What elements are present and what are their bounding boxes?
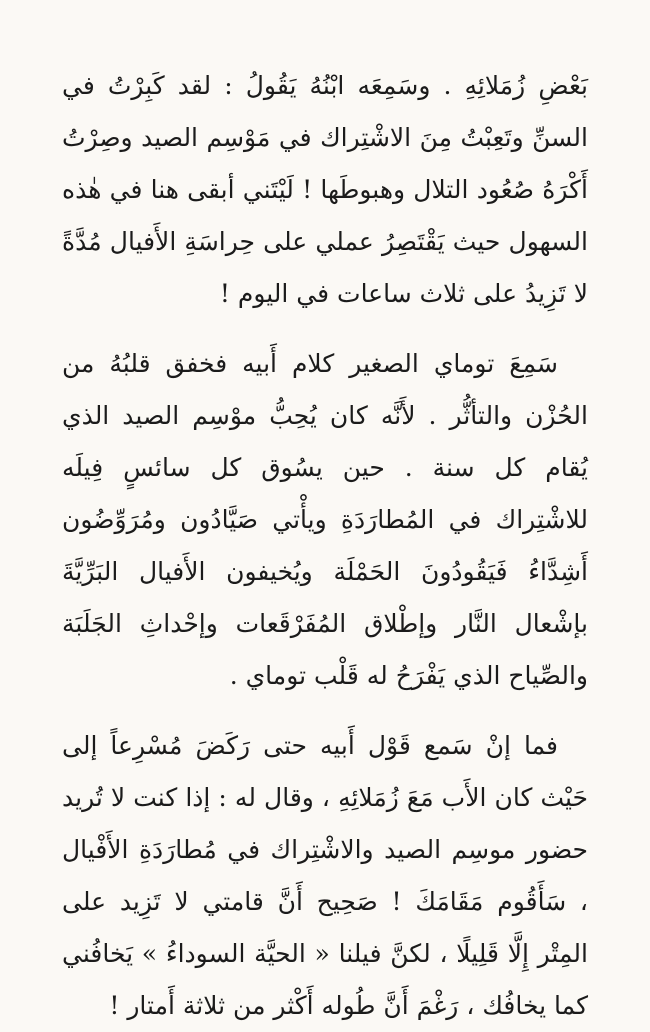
paragraph-3: فما إنْ سَمع قَوْل أَبيه حتى رَكَضَ مُسْرِعاً إلى حَيْث كان الأَب مَعَ زُمَلائِهِ ، وقال له : إذا كنت لا تُريد حضور موسِم الصيد والاشْتِراك في مُطارَدَةِ الأَفْيال ، سَأَقُوم مَقَامَكَ ! صَحِيح أَنَّ قامتي لا تَزِيد على المِتْر إِلَّا قَلِيلًا ، لكنَّ فيلنا « الحيَّة السوداءُ » يَخافُني كما يخافُك ، رَغْمَ أَنَّ طُوله أَكْثر من ثلاثة أَمتار ! xyxy=(62,731,588,1020)
paragraph-2: سَمِعَ توماي الصغير كلام أَبيه فخفق قلبُهُ من الحُزْن والتأثُّر . لأَنَّه كان يُحِبُّ موْسِم الصيد الذي يُقام كل سنة . حين يسُوق كل سائسٍ فِيلَه للاشْتِراك في المُطارَدَةِ ويأْتي صَيَّادُون ومُرَوِّضُون أَشِدَّاءُ فَيَقُودُونَ الحَمْلَة ويُخيفون الأَفيال البَرِّيَّةَ بإشْعال النَّار وإطْلاق المُفَرْقَعات وإحْداثِ الجَلَبَة والصِّياح الذي يَفْرَحُ له قَلْب توماي . xyxy=(62,349,588,690)
paragraph-1: بَعْضِ زُمَلائِهِ . وسَمِعَه ابْنُهُ يَقُولُ : لقد كَبِرْتُ في السنِّ وتَعِبْتُ مِنَ الاشْتِراك في مَوْسِم الصيد وصِرْتُ أَكْرَهُ صُعُود التلال وهبوطَها ! لَيْتَني أبقى هنا في هٰذه السهول حيث يَقْتَصِرُ عملي على حِراسَةِ الأَفيال مُدَّةً لا تَزِيدُ على ثلاث ساعات في اليوم ! xyxy=(62,71,588,308)
